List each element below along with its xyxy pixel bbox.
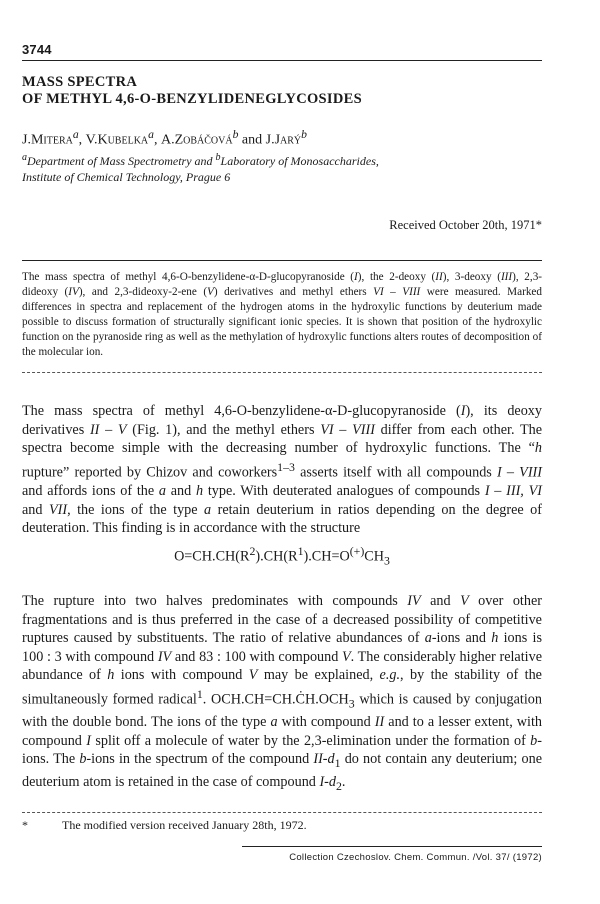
abstract-bottom-rule [22, 372, 542, 373]
received-date: Received October 20th, 1971* [389, 218, 542, 232]
header-rule [22, 60, 542, 61]
journal-citation: Collection Czechoslov. Chem. Commun. /Vol. 37/ (1972) [289, 852, 542, 863]
author-list: J.Mitera$^a$, V.Kubelka$^a$, A.Zobáčová$^b$ and J.Jarý$^b$ [22, 128, 307, 148]
footnote-rule [22, 812, 542, 813]
chemical-formula: $O=CH.CH(R^2).CH(R^1).CH=O^{(+)}CH_3$ [174, 543, 390, 568]
author: V.Kubelka [85, 132, 149, 148]
footnote: * The modified version received January 28th, 1972. [22, 818, 307, 832]
page-number: 3744 [22, 42, 52, 57]
body-paragraph-2: The rupture into two halves predominates with compounds IV and V over other fragmentations and is thus preferred in the case of a decreased possibility of competitive ruptures caused by substituents. The ratio of relative abundances of a-ions and h ions is 100 : 3 with compound IV and 83 : 100 with compound V. The considerably higher relative abundance of h ions with compound V may be explained, e.g., by the stability of the simultaneously formed radical$^1$. $OCH.CH=CH.ĊH.OCH_3$ which is caused by conjugation with the double bond. The ions of the type a with compound II and to a lesser extent, with compound I split off a molecule of water by the 2,3-elimination under the formation of b-ions. The b-ions in the spectrum of the compound $II-d_1$ do not contain any deuterium; one deuterium atom is retained in the case of compound $I-d_2$. [22, 593, 543, 793]
author: A.Zobáčová [160, 132, 233, 148]
journal-rule [242, 846, 542, 847]
affiliation: $^a$Department of Mass Spectrometry and $^b$Laboratory of Monosaccharides, Institute of Chemical Technology, Prague 6 [22, 152, 379, 184]
article-title [22, 74, 362, 108]
abstract: The mass spectra of methyl 4,6-O-benzylidene-α-D-glucopyranoside (I), the 2-deoxy (II), 3-deoxy (III), 2,3-dideoxy (IV), and 2,3-dideoxy-2-ene (V) derivatives and methyl ethers VI – VIII were measured. Marked differences in spectra and replacement of the hydrogen atoms in the hydroxylic functions by deuterium made possible to discuss formation of structurally significant ionic species. It is shown that position of the hydroxylic function on the pyranoside ring as well as the methylation of hydroxylic functions alters routes of decomposition of the molecular ion. [22, 271, 543, 358]
abstract-top-rule [22, 260, 542, 261]
author: J.Mitera [22, 132, 73, 148]
body-paragraph-1: The mass spectra of methyl 4,6-O-benzylidene-α-D-glucopyranoside (I), its deoxy derivatives II – V (Fig. 1), and the methyl ethers VI – VIII differ from each other. The spectra become simple with the decreasing number of hydroxylic functions. The “h rupture” reported by Chizov and coworkers$^{1-3}$ asserts itself with all compounds I – VIII and affords ions of the a and h type. With deuterated analogues of compounds I – III, VI and VII, the ions of the type a retain deuterium in ratios depending on the degree of deuteration. This finding is in accordance with the structure $O=CH.CH(R^2).CH(R^1).CH=O^{(+)}CH_3$ [22, 402, 542, 580]
author: J.Jarý [265, 132, 302, 148]
title-line-1: MASS SPECTRA [22, 74, 138, 90]
title-line-2: OF METHYL 4,6-O-BENZYLIDENEGLYCOSIDES [22, 91, 362, 107]
